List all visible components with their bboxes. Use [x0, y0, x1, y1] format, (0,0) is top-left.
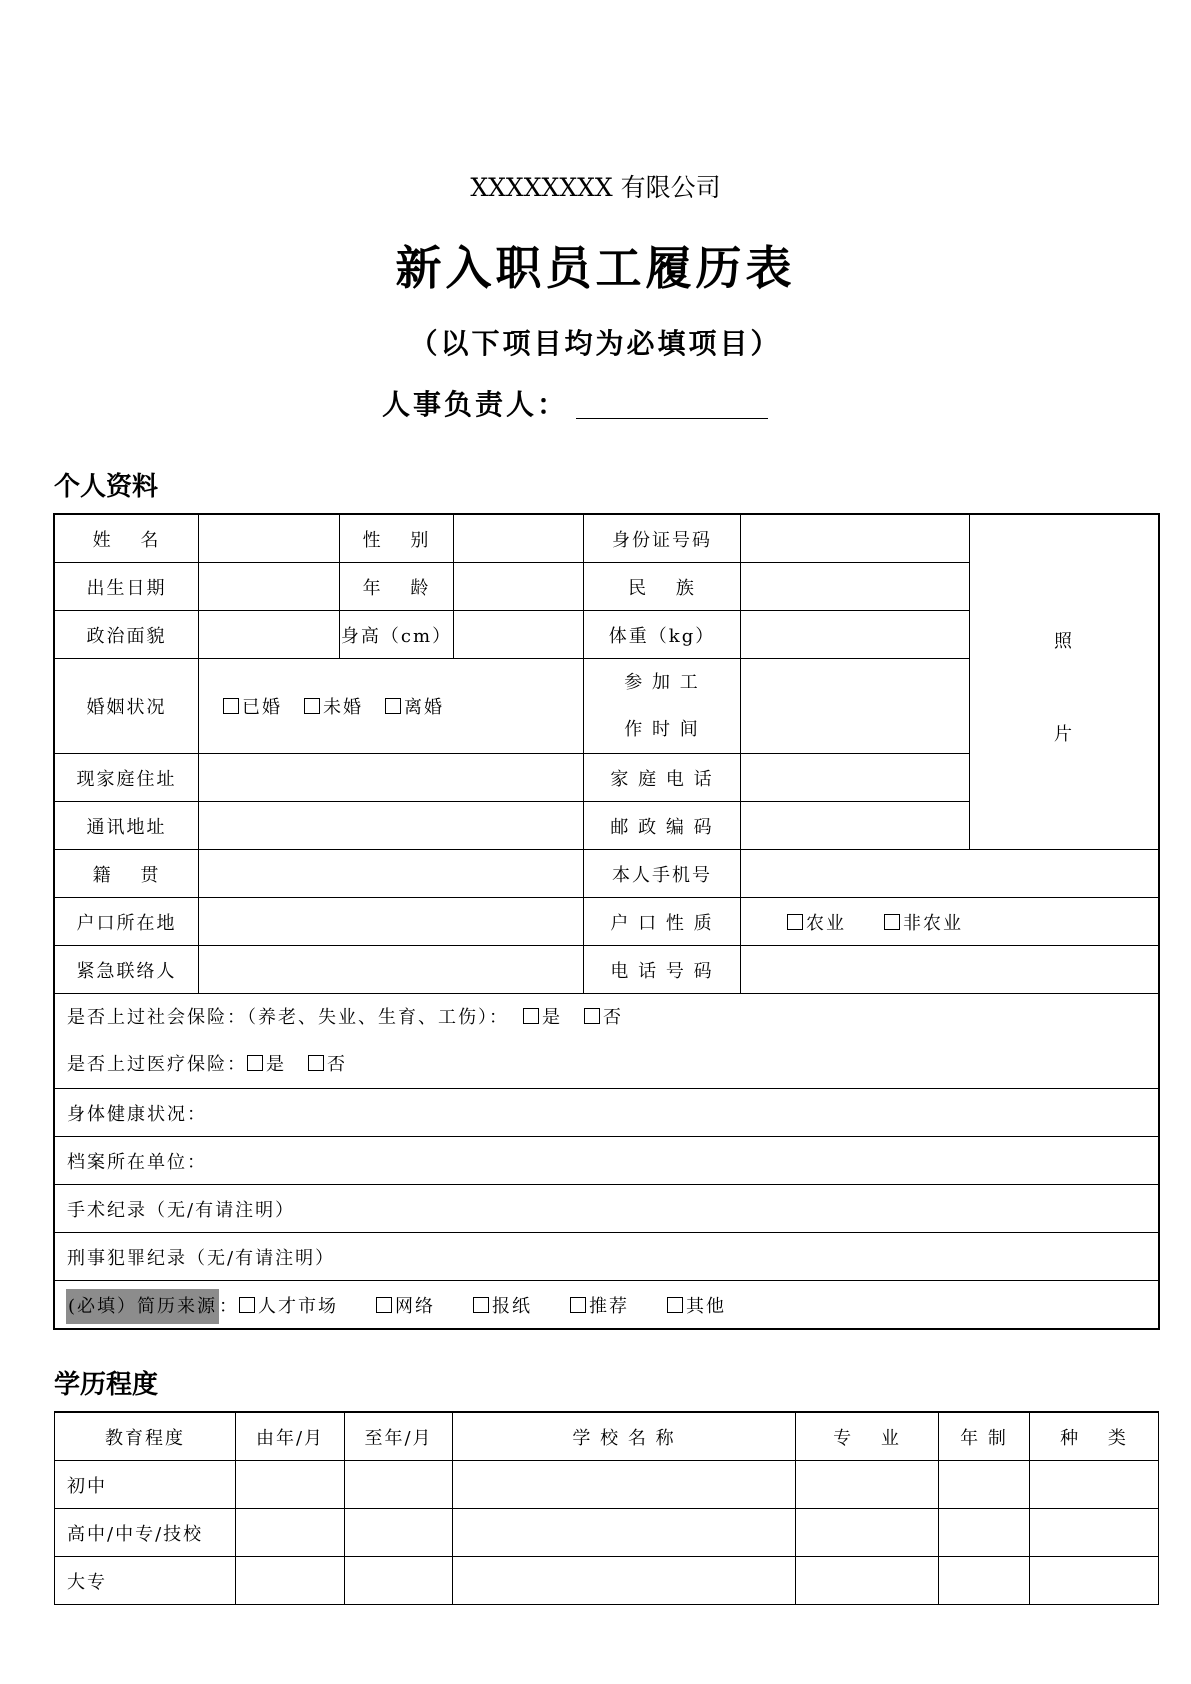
company-name: XXXXXXXX 有限公司 — [470, 173, 721, 202]
hukou-type-options — [741, 898, 1159, 946]
weight-field[interactable] — [741, 611, 970, 659]
edu-cell[interactable] — [939, 1461, 1030, 1509]
postcode-field[interactable] — [741, 802, 970, 850]
edu-cell[interactable] — [796, 1461, 939, 1509]
marital-opt-married: 已婚 — [242, 697, 282, 718]
edu-cell[interactable] — [453, 1509, 796, 1557]
social-insurance-line — [67, 994, 1158, 1041]
ethnicity-label: 民 族 — [584, 563, 741, 611]
gender-label: 性 别 — [340, 515, 454, 563]
archive-label: 档案所在单位： — [67, 1151, 207, 1173]
native-place-field[interactable] — [199, 850, 584, 898]
weight-label: 体重（kg） — [584, 611, 741, 659]
medical-insurance-line — [67, 1041, 1158, 1088]
hukou-opt-agri: 农业 — [806, 912, 846, 934]
hukou-place-field[interactable] — [199, 898, 584, 946]
home-phone-label: 家 庭 电 话 — [584, 754, 741, 802]
source-checkbox-referral[interactable] — [570, 1297, 586, 1313]
form-subtitle: （以下项目均为必填项目） — [409, 327, 782, 360]
source-label-highlight: (必填）简历来源 — [66, 1289, 219, 1324]
source-opt-other: 其他 — [686, 1295, 727, 1317]
ethnicity-field[interactable] — [741, 563, 970, 611]
edu-header-type: 种 类 — [1030, 1412, 1159, 1461]
home-phone-field[interactable] — [741, 754, 970, 802]
table-row — [55, 1461, 1159, 1509]
social-no-checkbox[interactable] — [584, 1008, 600, 1024]
mobile-field[interactable] — [741, 850, 1159, 898]
education-table — [54, 1411, 1159, 1605]
emergency-phone-label: 电 话 号 码 — [584, 946, 741, 994]
name-field[interactable] — [199, 515, 340, 563]
emergency-phone-field[interactable] — [741, 946, 1159, 994]
marital-label: 婚姻状况 — [55, 659, 199, 754]
mobile-label: 本人手机号 — [584, 850, 741, 898]
edu-cell[interactable] — [1030, 1461, 1159, 1509]
edu-header-level: 教育程度 — [55, 1412, 236, 1461]
edu-level-college: 大专 — [55, 1557, 236, 1605]
marital-checkbox-single[interactable] — [304, 698, 320, 714]
insurance-row — [55, 994, 1159, 1089]
criminal-row[interactable] — [55, 1233, 1159, 1281]
birth-date-label: 出生日期 — [55, 563, 199, 611]
edu-cell[interactable] — [236, 1509, 345, 1557]
mail-address-label: 通讯地址 — [55, 802, 199, 850]
edu-cell[interactable] — [939, 1509, 1030, 1557]
edu-cell[interactable] — [796, 1557, 939, 1605]
marital-options — [199, 659, 584, 754]
edu-cell[interactable] — [1030, 1557, 1159, 1605]
photo-label-1: 照 — [1054, 630, 1074, 652]
edu-header-school: 学 校 名 称 — [453, 1412, 796, 1461]
edu-cell[interactable] — [453, 1557, 796, 1605]
edu-cell[interactable] — [939, 1557, 1030, 1605]
source-opt-web: 网络 — [395, 1295, 436, 1317]
medical-yes-checkbox[interactable] — [247, 1055, 263, 1071]
criminal-label: 刑事犯罪纪录（无/有请注明） — [67, 1247, 336, 1269]
personal-info-table — [54, 514, 1159, 1329]
health-row[interactable] — [55, 1089, 1159, 1137]
edu-cell[interactable] — [236, 1557, 345, 1605]
source-checkbox-other[interactable] — [667, 1297, 683, 1313]
medical-no-label: 否 — [327, 1054, 347, 1075]
edu-level-senior: 高中/中专/技校 — [55, 1509, 236, 1557]
source-checkbox-newspaper[interactable] — [473, 1297, 489, 1313]
source-opt-referral: 推荐 — [589, 1295, 630, 1317]
edu-header-to: 至年/月 — [345, 1412, 453, 1461]
id-number-label: 身份证号码 — [584, 515, 741, 563]
edu-cell[interactable] — [345, 1509, 453, 1557]
health-label: 身体健康状况： — [67, 1103, 207, 1125]
edu-header-major: 专 业 — [796, 1412, 939, 1461]
work-start-label-2: 作 时 间 — [624, 719, 700, 740]
edu-header-from: 由年/月 — [236, 1412, 345, 1461]
postcode-label: 邮 政 编 码 — [584, 802, 741, 850]
medical-insurance-label: 是否上过医疗保险： — [67, 1054, 247, 1075]
political-label: 政治面貌 — [55, 611, 199, 659]
name-label: 姓 名 — [55, 515, 199, 563]
emergency-field[interactable] — [199, 946, 584, 994]
social-yes-label: 是 — [542, 1007, 562, 1028]
social-no-label: 否 — [603, 1007, 623, 1028]
medical-no-checkbox[interactable] — [308, 1055, 324, 1071]
hr-signature-blank[interactable] — [576, 418, 768, 419]
emergency-label: 紧急联络人 — [55, 946, 199, 994]
hukou-checkbox-nonagri[interactable] — [884, 914, 900, 930]
photo-box[interactable] — [970, 515, 1159, 850]
birth-date-field[interactable] — [199, 563, 340, 611]
edu-cell[interactable] — [453, 1461, 796, 1509]
surgery-label: 手术纪录（无/有请注明） — [67, 1199, 296, 1221]
form-title: 新入职员工履历表 — [395, 241, 796, 295]
source-opt-talent-market: 人才市场 — [258, 1295, 339, 1317]
hr-label: 人事负责人： — [382, 388, 569, 421]
marital-checkbox-married[interactable] — [223, 698, 239, 714]
gender-field[interactable] — [454, 515, 584, 563]
political-field[interactable] — [199, 611, 340, 659]
source-checkbox-web[interactable] — [376, 1297, 392, 1313]
marital-opt-single: 未婚 — [323, 697, 363, 718]
work-start-label-1: 参 加 工 — [624, 672, 700, 693]
hukou-checkbox-agri[interactable] — [787, 914, 803, 930]
age-field[interactable] — [454, 563, 584, 611]
home-address-label: 现家庭住址 — [55, 754, 199, 802]
surgery-row[interactable] — [55, 1185, 1159, 1233]
table-row — [55, 1557, 1159, 1605]
marital-opt-divorced: 离婚 — [404, 697, 444, 718]
id-number-field[interactable] — [741, 515, 970, 563]
edu-cell[interactable] — [236, 1461, 345, 1509]
edu-cell[interactable] — [345, 1461, 453, 1509]
work-start-label — [584, 659, 741, 754]
marital-checkbox-divorced[interactable] — [385, 698, 401, 714]
height-field[interactable] — [454, 611, 584, 659]
edu-header-years: 年 制 — [939, 1412, 1030, 1461]
height-label: 身高（cm） — [340, 611, 454, 659]
edu-cell[interactable] — [345, 1557, 453, 1605]
photo-label-2: 片 — [1054, 723, 1074, 745]
home-address-field[interactable] — [199, 754, 584, 802]
edu-cell[interactable] — [1030, 1509, 1159, 1557]
age-label: 年 龄 — [340, 563, 454, 611]
native-place-label: 籍 贯 — [55, 850, 199, 898]
hukou-type-label: 户 口 性 质 — [584, 898, 741, 946]
source-checkbox-talent-market[interactable] — [239, 1297, 255, 1313]
section-personal-title: 个人资料 — [54, 472, 159, 502]
source-opt-newspaper: 报纸 — [492, 1295, 533, 1317]
source-row — [55, 1281, 1159, 1329]
edu-level-junior: 初中 — [55, 1461, 236, 1509]
source-label-colon: ： — [219, 1295, 240, 1317]
mail-address-field[interactable] — [199, 802, 584, 850]
medical-yes-label: 是 — [266, 1054, 286, 1075]
hukou-opt-nonagri: 非农业 — [903, 912, 963, 934]
table-row — [55, 1509, 1159, 1557]
social-insurance-label: 是否上过社会保险：（养老、失业、生育、工伤）： — [67, 1007, 509, 1028]
section-education-title: 学历程度 — [54, 1370, 159, 1400]
edu-cell[interactable] — [796, 1509, 939, 1557]
hukou-place-label: 户口所在地 — [55, 898, 199, 946]
archive-row[interactable] — [55, 1137, 1159, 1185]
social-yes-checkbox[interactable] — [523, 1008, 539, 1024]
work-start-field[interactable] — [741, 659, 970, 754]
